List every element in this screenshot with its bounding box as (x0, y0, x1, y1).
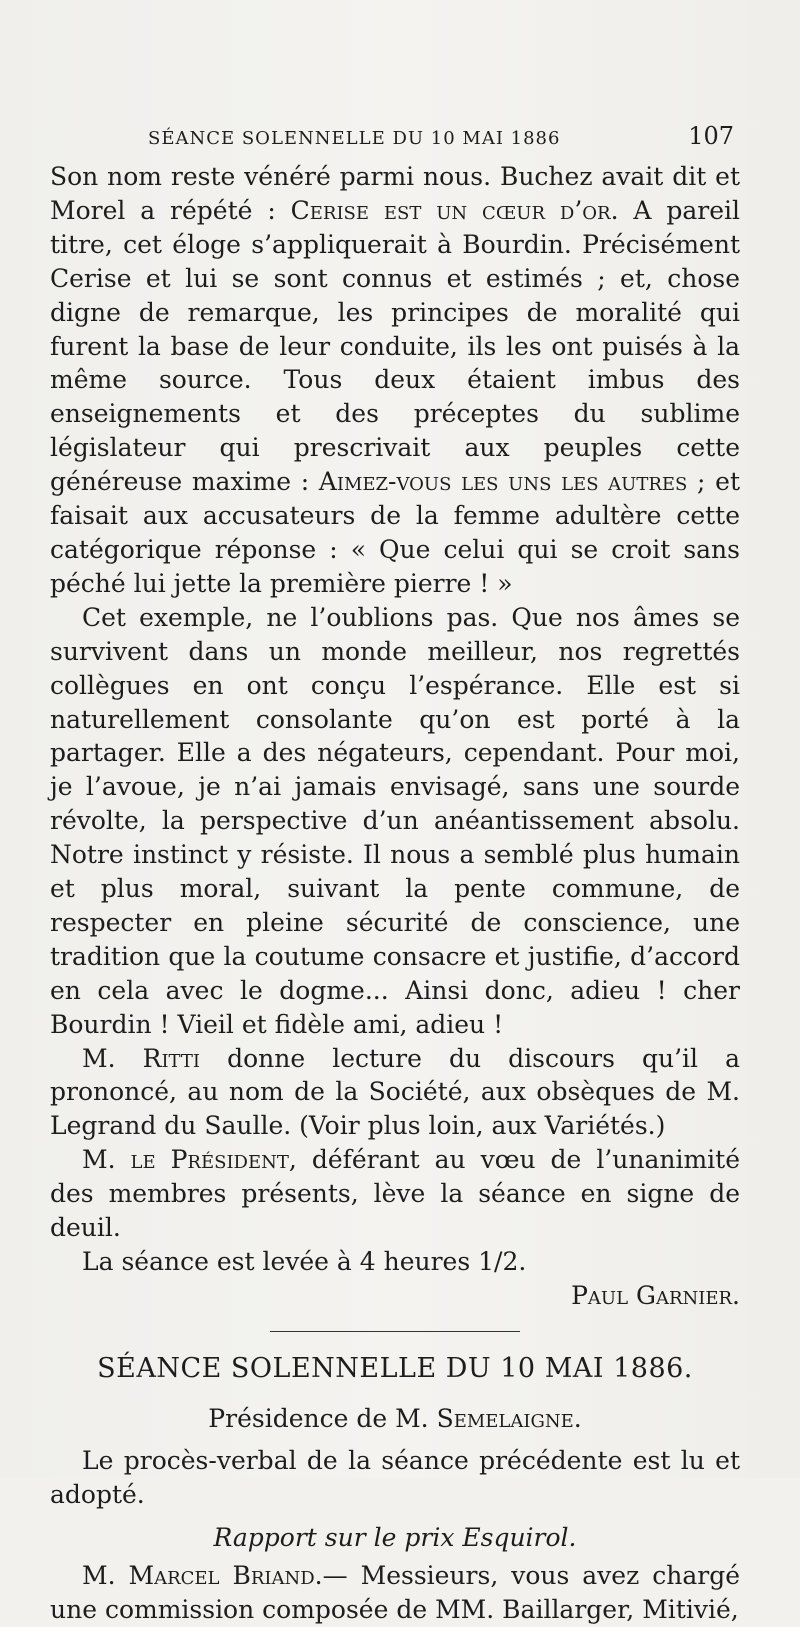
paragraph-minutes: Le procès-verbal de la séance précédente est lu et adopté. (50, 1445, 740, 1509)
paragraph-text: A pareil titre, cet éloge s’appliquerait à Bourdin. Précisément Cerise et lui se sont connus et estimés ; et, chose digne de remarque, les principes de moralité qui furent la base de leur conduite, ils les ont puisés à la même source. Tous deux étaient imbus des enseignements et des préceptes du sublime législateur qui prescrivait aux peuples cette généreuse maxime : (50, 195, 741, 497)
presidency-text: Présidence de M. (208, 1403, 437, 1433)
section-title: SÉANCE SOLENNELLE DU 10 MAI 1886. (97, 1352, 693, 1384)
paragraph-report-speech (50, 1559, 740, 1627)
paragraph-text: M. (82, 1145, 131, 1175)
running-title: SÉANCE SOLENNELLE DU 10 MAI 1886 (148, 128, 561, 149)
running-header (48, 122, 738, 150)
speaker-name: Marcel Briand. (128, 1561, 323, 1591)
page-body (50, 160, 740, 1627)
president-name: Semelaigne. (436, 1403, 582, 1433)
section-divider (270, 1331, 520, 1332)
paragraph-text: donne lecture du discours qu’il a prononcé, au nom de la Société, aux obsèques de M. Legrand du Saulle. (Voir plus loin, aux Variétés.) (50, 1043, 740, 1141)
page-number: 107 (688, 122, 734, 150)
presidency-line (50, 1402, 740, 1436)
paragraph-text: M. (82, 1043, 143, 1073)
paragraph-president (50, 1143, 740, 1245)
paragraph-text: — Messieurs, vous avez chargé une commission composée de MM. Baillarger, Mitivié, (50, 1561, 740, 1625)
report-title: Rapport sur le prix Esquirol. (213, 1523, 577, 1553)
small-caps-quote: Cerise est un cœur d’or. (290, 195, 619, 225)
paragraph-closing: La séance est levée à 4 heures 1/2. (82, 1247, 527, 1276)
paragraph-ritti (50, 1042, 740, 1144)
paragraph-farewell: Cet exemple, ne l’oublions pas. Que nos âmes se survivent dans un monde meilleur, nos regrettés collègues en ont conçu l’espérance. Elle est si naturellement consolante qu’on est porté à la partager. Elle a des négateurs, cependant. Pour moi, je l’avoue, je n’ai jamais envisagé, sans une sourde révolte, la perspective d’un anéantissement absolu. Notre instinct y résiste. Il nous a semblé plus humain et plus moral, suivant la pente commune, de respecter en pleine sécurité de conscience, une tradition que la coutume consacre et justifie, d’accord en cela avec le dogme... Ainsi donc, adieu ! cher Bourdin ! Vieil et fidèle ami, adieu ! (50, 602, 740, 1039)
paragraph-text: M. (82, 1561, 129, 1591)
paragraph-text: , déférant au vœu de l’unanimité des membres présents, lève la séance en signe de deuil. (50, 1145, 741, 1243)
speaker-name: Ritti (142, 1043, 201, 1073)
paragraph-text: Son nom reste vénéré parmi nous. Buchez avait dit et Morel a répété : (50, 162, 740, 225)
paragraph-text: ; et faisait aux accusateurs de la femme adultère cette catégorique réponse : « Que celui qui se croit sans péché lui jette la première pierre ! » (50, 467, 740, 598)
speaker-name: le Président (130, 1145, 289, 1175)
paragraph-eulogy (50, 160, 740, 601)
small-caps-maxim: Aimez-vous les uns les autres (318, 467, 688, 497)
signature: Paul Garnier. (571, 1280, 740, 1310)
